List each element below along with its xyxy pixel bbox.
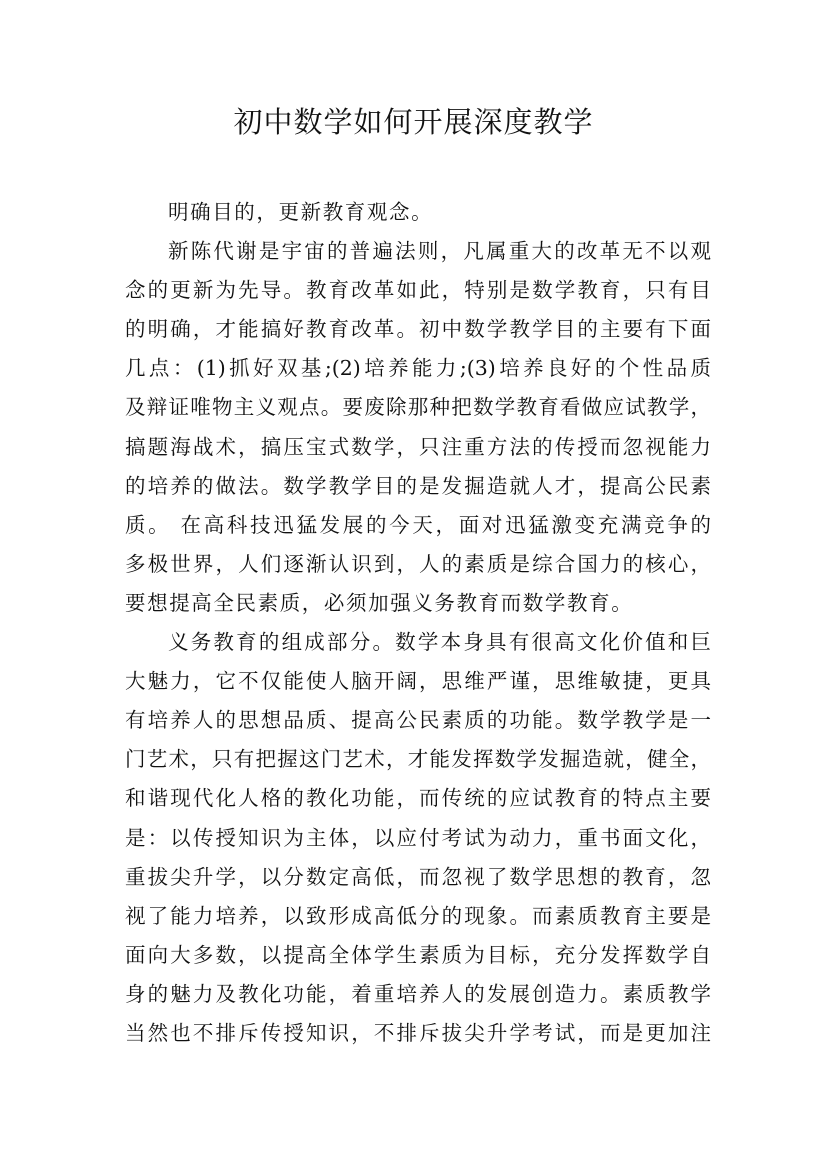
paragraph-line: 是：以传授知识为主体，以应付考试为动力，重书面文化， <box>125 825 711 850</box>
paragraph-line: 质。 在高科技迅猛发展的今天，面对迅猛激变充满竞争的 <box>125 512 711 537</box>
paragraph-line: 搞题海战术，搞压宝式数学，只注重方法的传授而忽视能力 <box>125 434 711 459</box>
paragraph-line: 义务教育的组成部分。数学本身具有很高文化价值和巨 <box>168 630 711 655</box>
paragraph-line: 几点：(1)抓好双基;(2)培养能力;(3)培养良好的个性品质 <box>125 356 711 381</box>
paragraph-line: 当然也不排斥传授知识，不排斥拔尖升学考试，而是更加注 <box>125 1020 711 1045</box>
paragraph-line: 的培养的做法。数学教学目的是发掘造就人才，提高公民素 <box>125 473 711 498</box>
paragraph-heading: 明确目的，更新教育观念。 <box>168 200 434 224</box>
paragraph-line: 大魅力，它不仅能使人脑开阔，思维严谨，思维敏捷，更具 <box>125 669 711 694</box>
paragraph-line: 和谐现代化人格的教化功能，而传统的应试教育的特点主要 <box>125 786 711 811</box>
paragraph-line: 要想提高全民素质，必须加强义务教育而数学教育。 <box>125 590 634 615</box>
document-title: 初中数学如何开展深度教学 <box>233 105 594 139</box>
paragraph-line: 多极世界，人们逐渐认识到，人的素质是综合国力的核心， <box>125 551 711 576</box>
paragraph-line: 门艺术，只有把握这门艺术，才能发挥数学发掘造就，健全， <box>125 747 711 772</box>
paragraph-line: 新陈代谢是宇宙的普遍法则，凡属重大的改革无不以观 <box>168 239 711 264</box>
paragraph-line: 有培养人的思想品质、提高公民素质的功能。数学教学是一 <box>125 708 711 733</box>
paragraph-line: 的明确，才能搞好教育改革。初中数学教学目的主要有下面 <box>125 317 711 342</box>
paragraph-line: 念的更新为先导。教育改革如此，特别是数学教育，只有目 <box>125 278 711 303</box>
paragraph-line: 视了能力培养，以致形成高低分的现象。而素质教育主要是 <box>125 903 711 928</box>
document-body <box>125 193 711 1053</box>
paragraph-line: 身的魅力及教化功能，着重培养人的发展创造力。素质教学 <box>125 981 711 1006</box>
paragraph-line: 面向大多数，以提高全体学生素质为目标，充分发挥数学自 <box>125 942 711 967</box>
paragraph-line: 重拔尖升学，以分数定高低，而忽视了数学思想的教育，忽 <box>125 864 711 889</box>
paragraph-line: 及辩证唯物主义观点。要废除那种把数学教育看做应试教学， <box>125 395 711 420</box>
